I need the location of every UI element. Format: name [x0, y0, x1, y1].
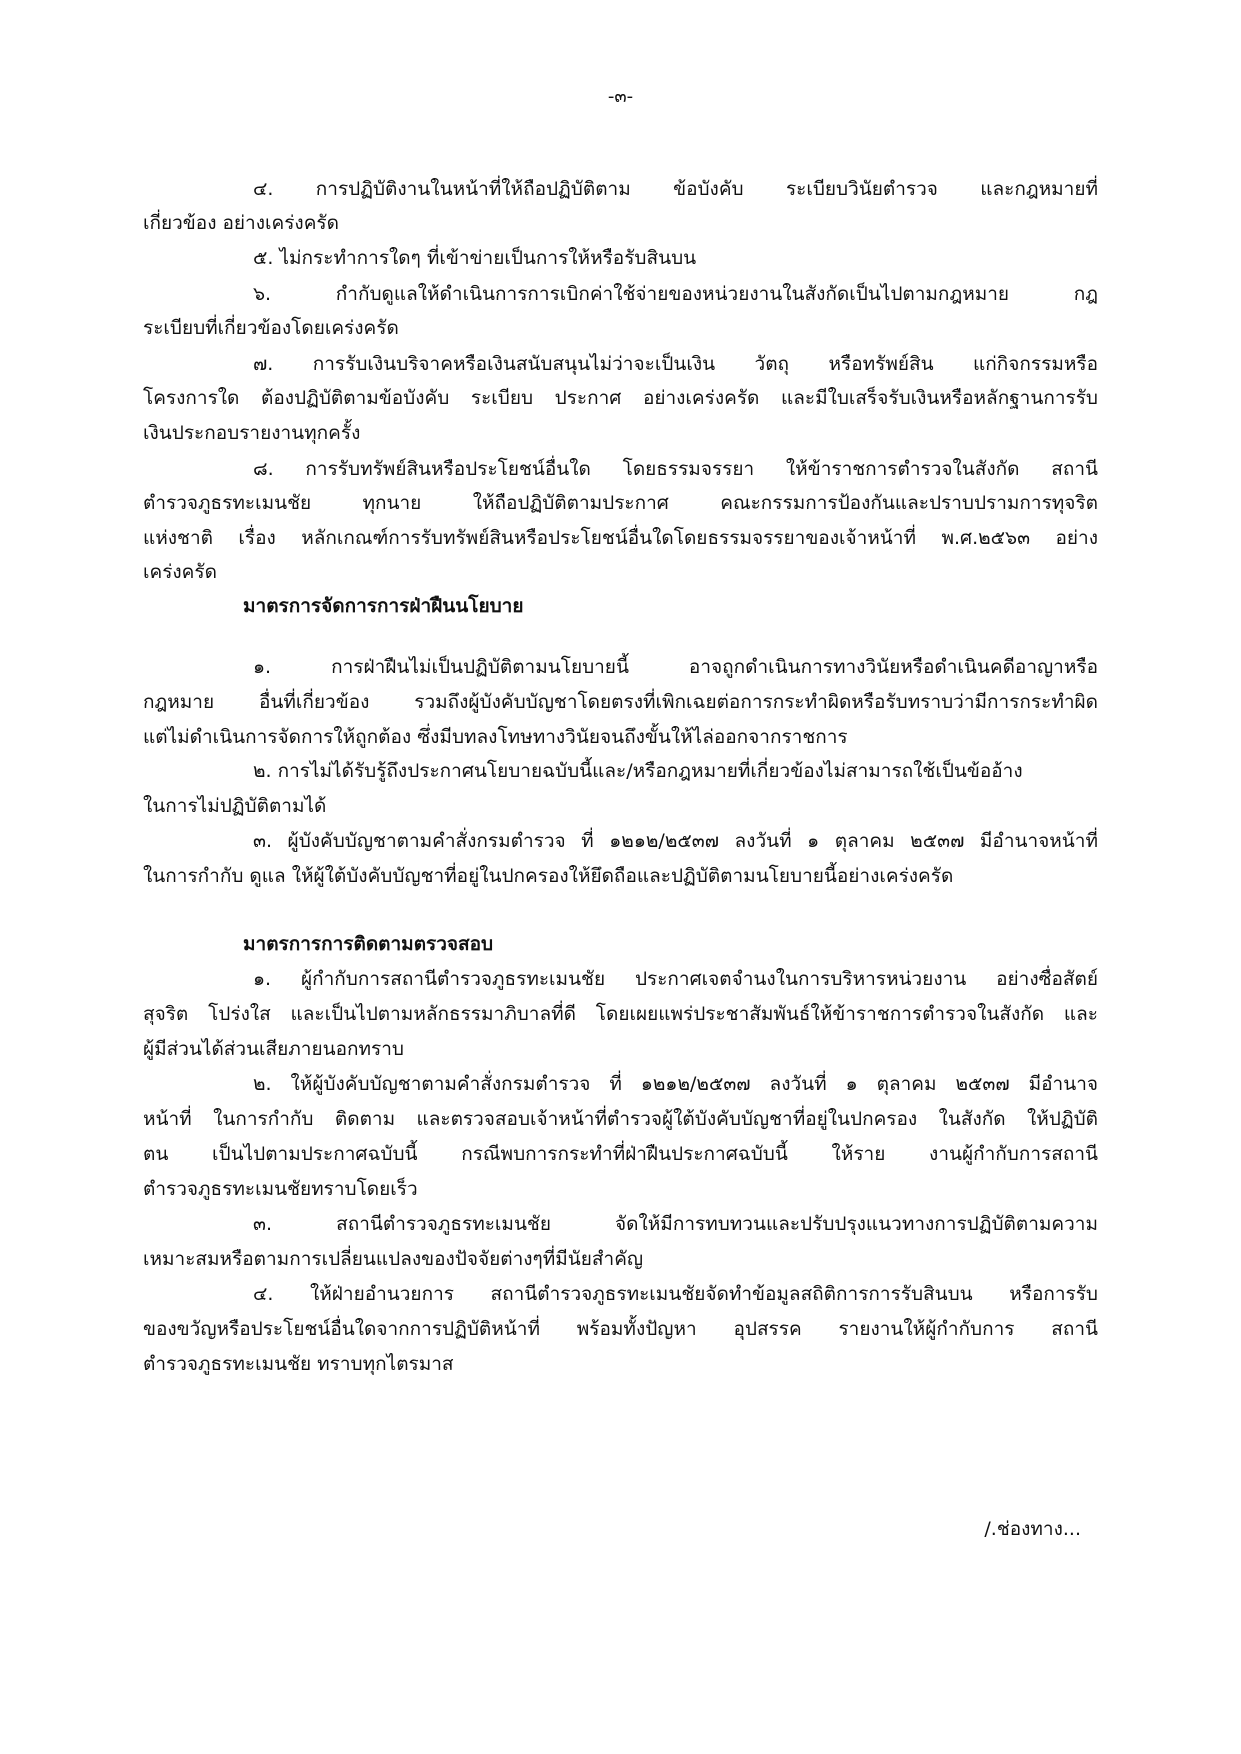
paragraph-line: ผู้มีส่วนได้ส่วนเสียภายนอกทราบ — [143, 1038, 404, 1060]
paragraph-line: ๘. การรับทรัพย์สินหรือประโยชน์อื่นใด โดยธรรมจรรยา ให้ข้าราชการตำรวจในสังกัด สถานี — [253, 458, 1098, 480]
paragraph-line: สุจริต โปร่งใส และเป็นไปตามหลักธรรมาภิบาลที่ดี โดยเผยแพร่ประชาสัมพันธ์ให้ข้าราชการตำรวจในสังกัด และ — [143, 1003, 1098, 1025]
paragraph-line: ๖. กำกับดูแลให้ดำเนินการการเบิกค่าใช้จ่ายของหน่วยงานในสังกัดเป็นไปตามกฎหมาย กฎ — [253, 283, 1098, 305]
paragraph-line: ในการกำกับ ดูแล ให้ผู้ใต้บังคับบัญชาที่อยู่ในปกครองให้ยึดถือและปฏิบัติตามนโยบายนี้อย่างเคร่งครัด — [143, 865, 954, 887]
paragraph-line: ๓. ผู้บังคับบัญชาตามคำสั่งกรมตำรวจ ที่ ๑๒๑๒/๒๕๓๗ ลงวันที่ ๑ ตุลาคม ๒๕๓๗ มีอำนาจหน้าที่ — [253, 830, 1098, 852]
paragraph-line: เหมาะสมหรือตามการเปลี่ยนแปลงของปัจจัยต่างๆที่มีนัยสำคัญ — [143, 1248, 644, 1270]
page-number: -๓- — [607, 86, 634, 107]
paragraph-line: โครงการใด ต้องปฏิบัติตามข้อบังคับ ระเบียบ ประกาศ อย่างเคร่งครัด และมีใบเสร็จรับเงินหรือหลักฐานการรับ — [143, 387, 1098, 409]
paragraph-line: ๑. ผู้กำกับการสถานีตำรวจภูธรทะเมนชัย ประกาศเจตจำนงในการบริหารหน่วยงาน อย่างซื่อสัตย์ — [253, 968, 1098, 990]
paragraph-line: ในการไม่ปฏิบัติตามได้ — [143, 795, 327, 817]
paragraph-line: ๒. ให้ผู้บังคับบัญชาตามคำสั่งกรมตำรวจ ที่ ๑๒๑๒/๒๕๓๗ ลงวันที่ ๑ ตุลาคม ๒๕๓๗ มีอำนาจ — [253, 1073, 1098, 1095]
paragraph-line: ของขวัญหรือประโยชน์อื่นใดจากการปฏิบัติหน้าที่ พร้อมทั้งปัญหา อุปสรรค รายงานให้ผู้กำกับการ สถานี — [143, 1318, 1098, 1340]
paragraph-line: ๓. สถานีตำรวจภูธรทะเมนชัย จัดให้มีการทบทวนและปรับปรุงแนวทางการปฏิบัติตามความ — [253, 1213, 1098, 1235]
paragraph-line: ตำรวจภูธรทะเมนชัย ทราบทุกไตรมาส — [143, 1353, 454, 1375]
paragraph-line: แห่งชาติ เรื่อง หลักเกณฑ์การรับทรัพย์สินหรือประโยชน์อื่นใดโดยธรรมจรรยาของเจ้าหน้าที่ พ.ศ.๒๕๖๓ อย่าง — [143, 527, 1098, 549]
paragraph-line: ๒. การไม่ได้รับรู้ถึงประกาศนโยบายฉบับนี้และ/หรือกฎหมายที่เกี่ยวข้องไม่สามารถใช้เป็นข้ออ้าง — [253, 760, 1023, 782]
paragraph-line: ตน เป็นไปตามประกาศฉบับนี้ กรณีพบการกระทำที่ฝ่าฝืนประกาศฉบับนี้ ให้ราย งานผู้กำกับการสถานี — [143, 1143, 1098, 1165]
paragraph-line: ๔. การปฏิบัติงานในหน้าที่ให้ถือปฏิบัติตาม ข้อบังคับ ระเบียบวินัยตำรวจ และกฎหมายที่ — [253, 178, 1098, 200]
section-heading: มาตรการจัดการการฝ่าฝืนนโยบาย — [243, 595, 524, 617]
paragraph-line: ๗. การรับเงินบริจาคหรือเงินสนับสนุนไม่ว่าจะเป็นเงิน วัตถุ หรือทรัพย์สิน แก่กิจกรรมหรือ — [253, 353, 1098, 375]
paragraph-line: เคร่งครัด — [143, 561, 217, 583]
paragraph-line: เกี่ยวข้อง อย่างเคร่งครัด — [143, 212, 339, 234]
paragraph-line: ๔. ให้ฝ่ายอำนวยการ สถานีตำรวจภูธรทะเมนชัยจัดทำข้อมูลสถิติการการรับสินบน หรือการรับ — [253, 1283, 1098, 1305]
paragraph-line: ตำรวจภูธรทะเมนชัย ทุกนาย ให้ถือปฏิบัติตามประกาศ คณะกรรมการป้องกันและปราบปรามการทุจริต — [143, 492, 1098, 514]
section-heading: มาตรการการติดตามตรวจสอบ — [243, 933, 494, 955]
paragraph-line: แต่ไม่ดำเนินการจัดการให้ถูกต้อง ซึ่งมีบทลงโทษทางวินัยจนถึงขั้นให้ไล่ออกจากราชการ — [143, 726, 848, 748]
paragraph-line: ตำรวจภูธรทะเมนชัยทราบโดยเร็ว — [143, 1178, 418, 1200]
paragraph-line: เงินประกอบรายงานทุกครั้ง — [143, 422, 361, 444]
paragraph-line: กฎหมาย อื่นที่เกี่ยวข้อง รวมถึงผู้บังคับบัญชาโดยตรงที่เพิกเฉยต่อการกระทำผิดหรือรับทราบว่ามีการกระทำผิด — [143, 691, 1098, 713]
continuation-footer: /.ช่องทาง... — [984, 1518, 1081, 1540]
paragraph-line: ๑. การฝ่าฝืนไม่เป็นปฏิบัติตามนโยบายนี้ อาจถูกดำเนินการทางวินัยหรือดำเนินคดีอาญาหรือ — [253, 656, 1098, 678]
paragraph-line: หน้าที่ ในการกำกับ ติดตาม และตรวจสอบเจ้าหน้าที่ตำรวจผู้ใต้บังคับบัญชาที่อยู่ในปกครอง ในสังกัด ให้ปฏิบัติ — [143, 1108, 1098, 1130]
paragraph-line: ระเบียบที่เกี่ยวข้องโดยเคร่งครัด — [143, 317, 399, 339]
paragraph-line: ๕. ไม่กระทำการใดๆ ที่เข้าข่ายเป็นการให้หรือรับสินบน — [253, 247, 697, 269]
